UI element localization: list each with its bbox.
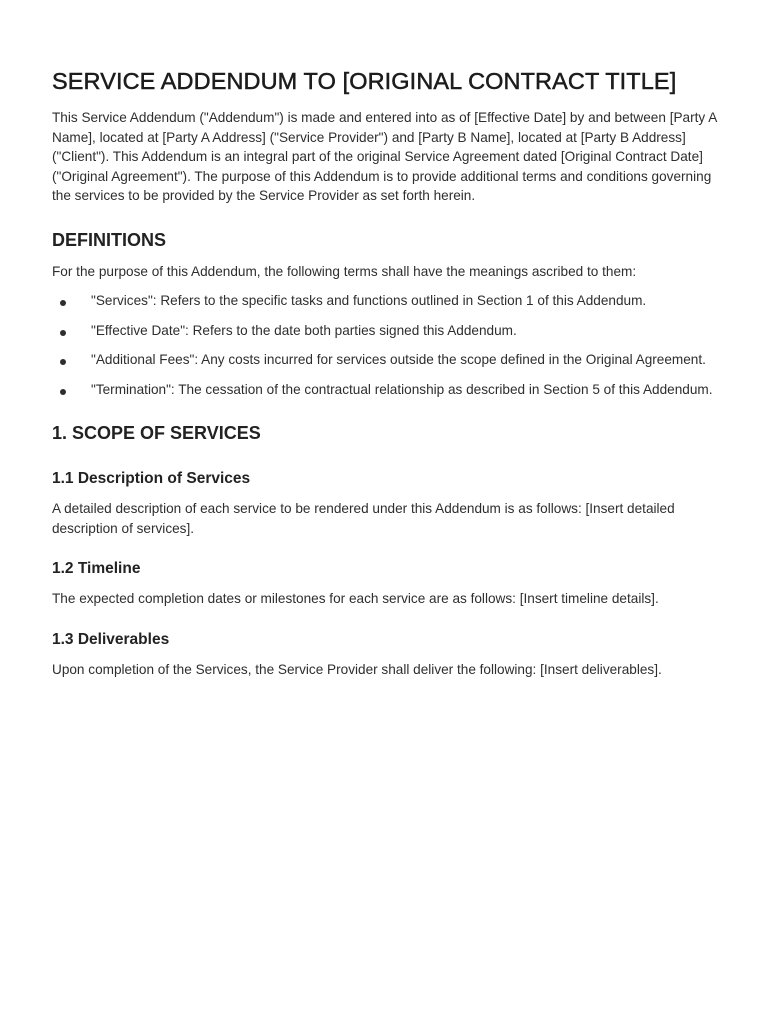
bullet-icon: [60, 300, 66, 306]
definition-effective-date: "Effective Date": Refers to the date both parties signed this Addendum.: [91, 322, 517, 338]
definition-termination: "Termination": The cessation of the contractual relationship as described in Section 5 of this Addendum.: [91, 381, 713, 397]
subsection-heading-description: 1.1 Description of Services: [52, 470, 251, 487]
bullet-icon: [60, 389, 66, 395]
definitions-lead: For the purpose of this Addendum, the following terms shall have the meanings ascribed to them:: [52, 263, 637, 279]
subsection-body-timeline: The expected completion dates or milestones for each service are as follows: [Insert timeline details].: [52, 591, 659, 606]
list-item: [52, 380, 724, 400]
list-item: [52, 321, 724, 341]
list-item: [52, 350, 724, 370]
subsection-heading-timeline: 1.2 Timeline: [52, 560, 141, 577]
definitions-list: [52, 291, 724, 399]
list-item: [52, 291, 724, 311]
subsection-heading-deliverables: 1.3 Deliverables: [52, 630, 170, 648]
subsection-body-description: A detailed description of each service to be rendered under this Addendum is as follows: [Insert detailed description of services].: [52, 501, 675, 536]
bullet-icon: [60, 330, 66, 336]
definition-additional-fees: "Additional Fees": Any costs incurred for services outside the scope defined in the Original Agreement.: [91, 352, 706, 367]
definitions-heading: DEFINITIONS: [52, 229, 167, 250]
document-title: SERVICE ADDENDUM TO [ORIGINAL CONTRACT TITLE]: [52, 68, 677, 94]
document-page: [52, 64, 724, 679]
bullet-icon: [60, 359, 66, 365]
subsection-body-deliverables: Upon completion of the Services, the Service Provider shall deliver the following: [Insert deliverables].: [52, 661, 662, 677]
scope-heading: 1. SCOPE OF SERVICES: [52, 423, 261, 443]
intro-paragraph: This Service Addendum ("Addendum") is made and entered into as of [Effective Date] by and between [Party A Name], located at [Party A Address] ("Service Provider") and [Party B Name], located at [Party B Address] ("Client"). This Addendum is an integral part of the original Service Agreement dated [Original Contract Date] ("Original Agreement"). The purpose of this Addendum is to provide additional terms and conditions governing the services to be provided by the Service Provider as set forth herein.: [52, 110, 717, 203]
definition-services: "Services": Refers to the specific tasks and functions outlined in Section 1 of this Addendum.: [91, 293, 647, 308]
